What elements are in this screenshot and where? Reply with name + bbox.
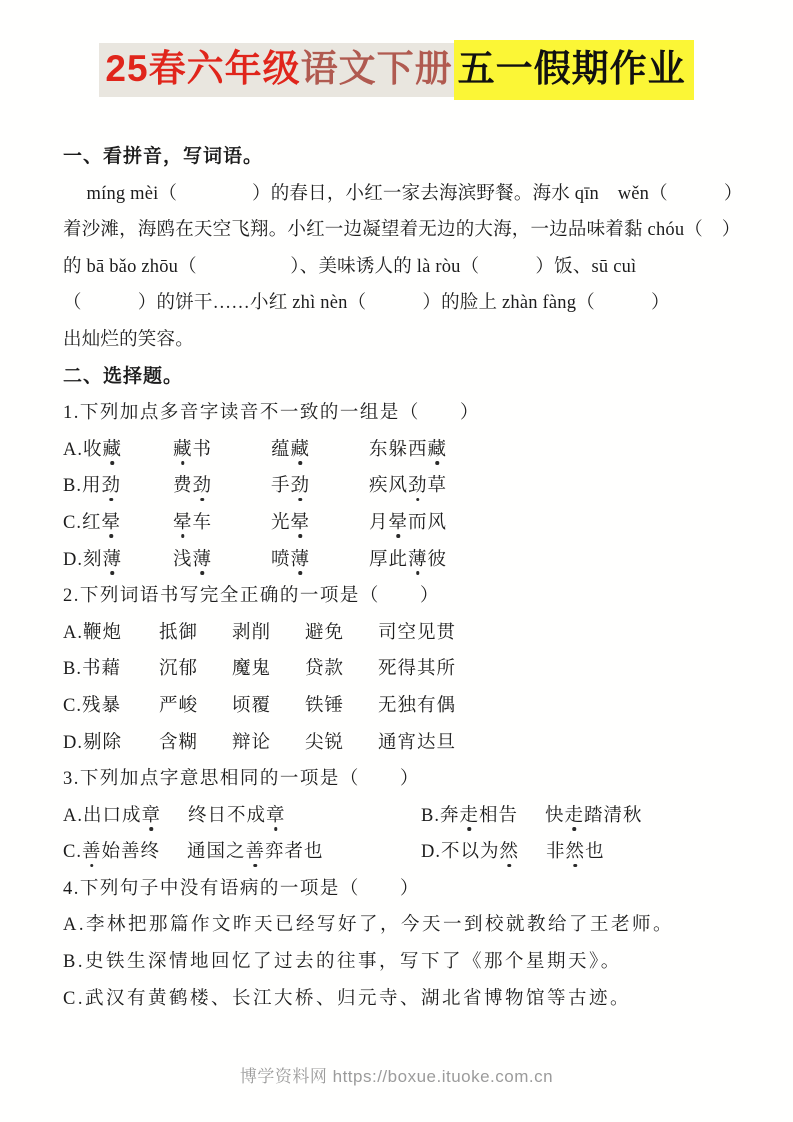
questions xyxy=(63,395,739,1017)
pinyin-paragraph xyxy=(63,176,743,359)
option-word: 魔鬼 xyxy=(232,659,272,680)
question-4-option-A: A.李林把那篇作文昨天已经写好了，今天一到校就教给了王老师。 xyxy=(63,915,674,936)
option-word: 光晕 xyxy=(271,512,311,533)
section2-heading: 二、选择题。 xyxy=(63,365,184,387)
option-word: 蕴藏 xyxy=(271,439,311,460)
option-word: 剥削 xyxy=(232,622,272,643)
option-word: 东躲西藏 xyxy=(369,439,448,460)
option-word: D.刻薄 xyxy=(63,549,123,570)
option-word: 无独有偶 xyxy=(378,695,457,716)
pinyin-line: míng mèi（ ）的春日，小红一家去海滨野餐。海水 qīn wěn（ ） xyxy=(63,183,743,204)
question-3-option-A: A.出口成章 终日不成章 xyxy=(63,805,286,826)
option-word: 喷薄 xyxy=(271,549,311,570)
footer xyxy=(0,1062,793,1087)
pinyin-line: 出灿烂的笑容。 xyxy=(63,329,194,350)
option-word: 月晕而风 xyxy=(369,512,448,533)
option-word: 抵御 xyxy=(159,622,199,643)
pinyin-line: 着沙滩，海鸥在天空飞翔。小红一边凝望着无边的大海，一边品味着黏 chóu（ ） xyxy=(63,220,741,241)
option-word: C.残暴 xyxy=(63,695,121,716)
option-word: 疾风劲草 xyxy=(369,476,448,497)
question-2 xyxy=(63,578,739,761)
question-4-option-C: C.武汉有黄鹤楼、长江大桥、归元寺、湖北省博物馆等古迹。 xyxy=(63,988,631,1009)
question-3-option-B: B.奔走相告 快走踏清秋 xyxy=(421,805,643,826)
option-word: C.红晕 xyxy=(63,512,121,533)
question-2-option-A xyxy=(63,615,739,652)
option-word: 费劲 xyxy=(173,476,213,497)
page-title xyxy=(0,40,793,100)
option-word: B.书藉 xyxy=(63,659,121,680)
question-3-stem: 3.下列加点字意思相同的一项是（ ） xyxy=(63,769,420,790)
option-word: 沉郁 xyxy=(159,659,199,680)
option-word: A.收藏 xyxy=(63,439,123,460)
question-1-option-D xyxy=(63,542,739,579)
question-1-option-C xyxy=(63,505,739,542)
option-word: 浅薄 xyxy=(173,549,213,570)
option-word: 通宵达旦 xyxy=(378,732,457,753)
option-word: 死得其所 xyxy=(378,659,457,680)
question-4 xyxy=(63,871,739,1017)
question-2-option-B xyxy=(63,651,739,688)
option-word: A.鞭炮 xyxy=(63,622,122,643)
option-word: 辩论 xyxy=(232,732,272,753)
question-2-option-C xyxy=(63,688,739,725)
title-highlight: 五一假期作业 xyxy=(454,40,694,100)
question-1-option-A xyxy=(63,432,739,469)
question-3-option-D: D.不以为然 非然也 xyxy=(421,842,605,863)
option-word: D.剔除 xyxy=(63,732,122,753)
option-word: 含糊 xyxy=(159,732,199,753)
question-1-stem: 1.下列加点多音字读音不一致的一组是（ ） xyxy=(63,403,480,424)
pinyin-line: （ ）的饼干……小红 zhì nèn（ ）的脸上 zhàn fàng（ ） xyxy=(63,293,670,314)
option-word: 藏书 xyxy=(173,439,213,460)
question-4-stem: 4.下列句子中没有语病的一项是（ ） xyxy=(63,878,420,899)
title-term-grade: 25春六年级 xyxy=(105,48,301,89)
option-word: 晕车 xyxy=(173,512,213,533)
option-word: 厚此薄彼 xyxy=(369,549,448,570)
question-1-option-B xyxy=(63,468,739,505)
question-3-option-C: C.善始善终 通国之善弈者也 xyxy=(63,842,324,863)
option-word: 司空见贯 xyxy=(378,622,457,643)
question-4-option-B: B.史铁生深情地回忆了过去的往事，写下了《那个星期天》。 xyxy=(63,952,622,973)
worksheet-content xyxy=(63,139,743,1017)
option-word: 尖锐 xyxy=(305,732,345,753)
section1-heading: 一、看拼音，写词语。 xyxy=(63,146,264,167)
question-3-row xyxy=(63,834,739,871)
option-word: B.用劲 xyxy=(63,476,121,497)
question-2-option-D xyxy=(63,725,739,762)
title-course xyxy=(99,43,453,97)
option-word: 手劲 xyxy=(271,476,311,497)
option-word: 贷款 xyxy=(305,659,345,680)
question-3-row xyxy=(63,798,739,835)
option-word: 顷覆 xyxy=(232,695,272,716)
question-3 xyxy=(63,761,739,871)
title-subject: 语文下册 xyxy=(300,48,453,89)
question-2-stem: 2.下列词语书写完全正确的一项是（ ） xyxy=(63,586,440,607)
question-1 xyxy=(63,395,739,578)
option-word: 铁锤 xyxy=(305,695,345,716)
option-word: 严峻 xyxy=(159,695,199,716)
footer-site-text: 博学资料网 https://boxue.ituoke.com.cn xyxy=(239,1067,554,1086)
option-word: 避免 xyxy=(305,622,345,643)
pinyin-line: 的 bā bǎo zhōu（ ）、美味诱人的 là ròu（ ）饭、sū cuì xyxy=(63,256,637,277)
